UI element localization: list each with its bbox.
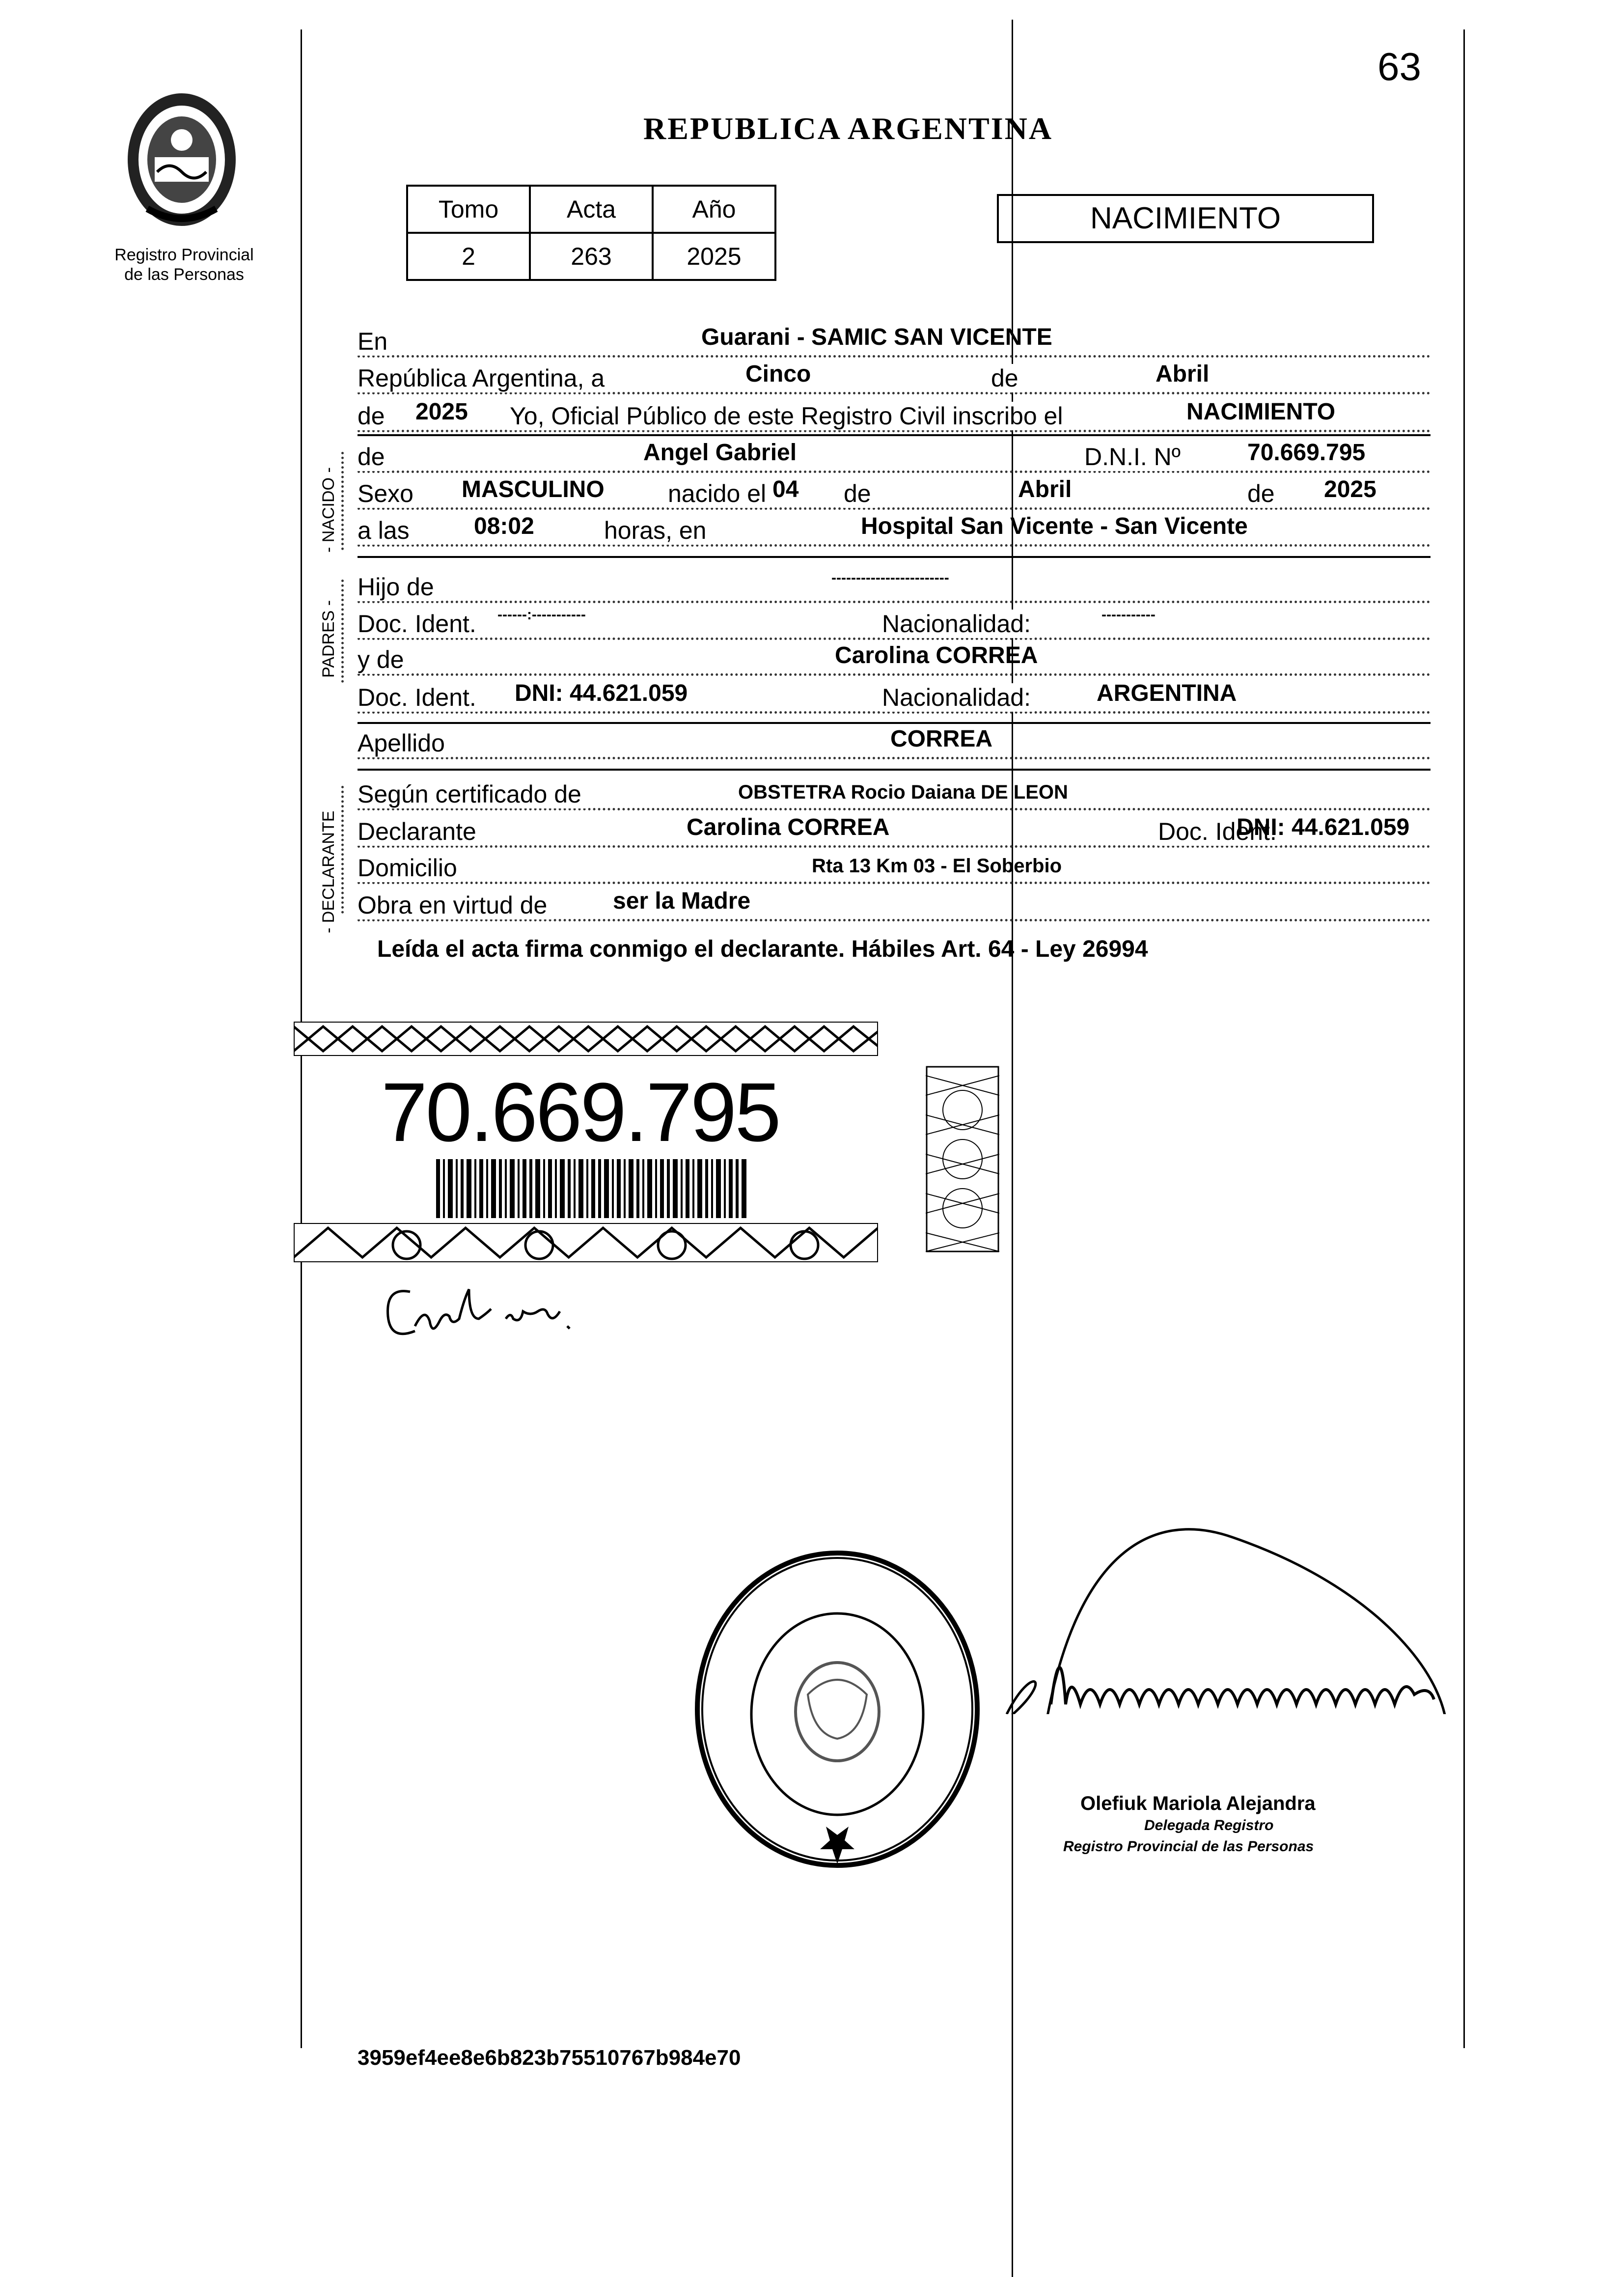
sidebar-rule-3 [341,786,344,914]
y-de-label: y de [358,645,408,674]
row-declarante [358,814,1431,854]
separator-3 [358,722,1431,724]
tipo-inscripcion: NACIMIENTO [1186,399,1336,425]
obra-value: ser la Madre [613,888,751,914]
row-apellido [358,726,1431,765]
anio-header: Año [653,186,775,233]
madre-nacionalidad: ARGENTINA [1097,680,1237,706]
apellido-label: Apellido [358,729,449,757]
mes-inscripcion: Abril [1156,361,1210,387]
registry-seal [690,1547,985,1874]
lugar-inscripcion: Guarani - SAMIC SAN VICENTE [701,324,1052,350]
de-label-3: de [358,443,389,471]
official-name: Olefiuk Mariola Alejandra [1080,1793,1316,1814]
official-role: Delegada Registro [1144,1817,1274,1833]
a-las-label: a las [358,516,413,545]
en-label: En [358,327,391,356]
sticker-pattern-bottom-icon [294,1223,878,1262]
logo-caption-1: Registro Provincial [114,246,254,264]
page-number: 63 [1377,45,1421,88]
domicilio-label: Domicilio [358,854,461,882]
row-fecha [358,361,1431,400]
padre-doc-label: Doc. Ident. [358,610,480,638]
registry-seal-icon [690,1547,985,1874]
row-madre [358,642,1431,682]
declarant-signature [376,1272,582,1351]
certificado-label: Según certificado de [358,780,585,808]
obra-label: Obra en virtud de [358,891,551,919]
registry-logo [118,86,246,243]
sexo-value: MASCULINO [462,476,605,502]
oficial-text: Yo, Oficial Público de este Registro Civil inscribo el [510,402,1067,430]
sidebar-padres: PADRES - [319,600,338,678]
province-seal-icon [118,86,246,243]
nacido-mes: Abril [1018,476,1072,502]
anio-value: 2025 [653,233,775,280]
nacido-dia: 04 [772,476,799,502]
declarante-doc-label: Doc. Ident. [1158,817,1281,846]
right-margin-rule [1463,29,1465,2048]
row-padre-doc [358,607,1431,646]
madre-doc-label: Doc. Ident. [358,683,480,712]
padre-doc: ------:----------- [497,607,586,623]
row-padre [358,570,1431,609]
de-label-5: de [1247,479,1279,508]
republica-label: República Argentina, a [358,364,608,392]
sticker-pattern-top-icon [294,1022,878,1056]
document-type-box [997,194,1374,243]
document-type: NACIMIENTO [1090,201,1281,235]
padre-nac-label: Nacionalidad: [882,610,1035,638]
sidebar-declarante: - DECLARANTE [319,810,338,933]
separator-2 [358,556,1431,558]
acta-header: Acta [530,186,653,233]
domicilio-value: Rta 13 Km 03 - El Soberbio [812,855,1062,877]
id-sticker [294,1022,878,1262]
row-sexo [358,476,1431,516]
de-label-2: de [358,402,389,430]
row-domicilio [358,851,1431,890]
nacido-anio: 2025 [1324,476,1376,502]
closing-text: Leída el acta firma conmigo el declarante. Hábiles Art. 64 - Ley 26994 [377,936,1148,962]
padre-nacionalidad: ----------- [1101,607,1156,623]
padre-nombre: ------------------------ [831,570,949,586]
document-title: REPUBLICA ARGENTINA [643,111,1053,146]
document-hash: 3959ef4ee8e6b823b75510767b984e70 [358,2046,741,2070]
anio-inscripcion: 2025 [415,399,468,425]
sidebar-nacido: - NACIDO - [319,467,338,553]
row-hora [358,513,1431,553]
row-madre-doc [358,680,1431,720]
madre-nombre: Carolina CORREA [835,642,1038,668]
sidebar-rule-1 [341,452,344,550]
dni-label: D.N.I. Nº [1084,443,1184,471]
row-certificado [358,777,1431,816]
tomo-value: 2 [407,233,530,280]
sticker-number: 70.669.795 [381,1066,779,1159]
declarante-label: Declarante [358,817,480,846]
declarante-nombre: Carolina CORREA [687,814,890,840]
acta-value: 263 [530,233,653,280]
separator-1 [358,434,1431,436]
row-oficial [358,399,1431,438]
row-obra [358,888,1431,927]
sidebar-rule-2 [341,580,344,683]
lugar-nacimiento: Hospital San Vicente - San Vicente [861,513,1248,539]
madre-doc: DNI: 44.621.059 [515,680,688,706]
horas-en-label: horas, en [604,516,710,545]
apellido-value: CORREA [890,726,993,752]
barcode-icon [436,1159,750,1218]
de-label: de [991,364,1022,392]
dni-nacido: 70.669.795 [1247,440,1366,466]
declarante-doc: DNI: 44.621.059 [1237,814,1410,840]
row-lugar [358,324,1431,363]
official-signature [987,1508,1463,1714]
nombre-nacido: Angel Gabriel [643,440,797,466]
sexo-label: Sexo [358,479,417,508]
registry-table [406,185,776,281]
hora-nacimiento: 08:02 [474,513,534,539]
certificado-value: OBSTETRA Rocio Daiana DE LEON [738,781,1068,803]
separator-4 [358,769,1431,771]
tomo-header: Tomo [407,186,530,233]
logo-caption-2: de las Personas [124,265,244,284]
nacido-label: nacido el [668,479,770,508]
hologram-icon [926,1066,999,1252]
de-label-4: de [844,479,875,508]
hijo-label: Hijo de [358,573,438,601]
dia-inscripcion: Cinco [745,361,811,387]
row-nombre [358,440,1431,479]
official-org: Registro Provincial de las Personas [1063,1838,1314,1855]
madre-nac-label: Nacionalidad: [882,683,1035,712]
